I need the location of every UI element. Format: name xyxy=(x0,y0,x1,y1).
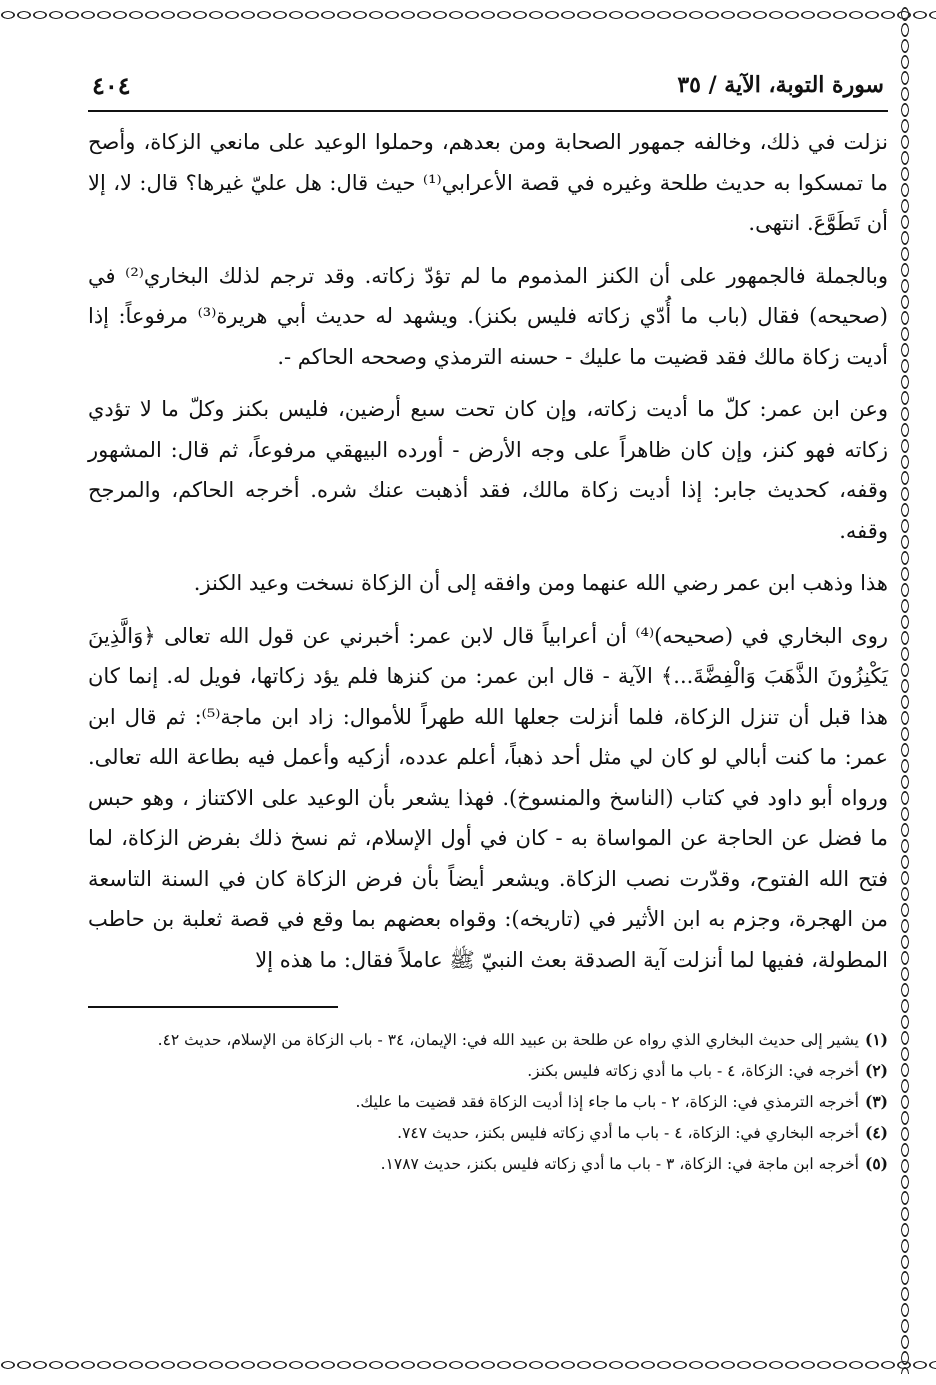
footnote-number: (٤) xyxy=(864,1123,888,1142)
paragraph: وبالجملة فالجمهور على أن الكنز المذموم ما لم تؤدّ زكاته. وقد ترجم لذلك البخاري⁽²⁾ في (صحيحه) فقال (باب ما أُدّي زكاته فليس بكنز). ويشهد له حديث أبي هريرة⁽³⁾ مرفوعاً: إذا أديت زكاة مالك فقد قضيت ما عليك - حسنه الترمذي وصححه الحاكم -. xyxy=(88,263,888,369)
decorative-border-top xyxy=(0,6,936,24)
book-page xyxy=(88,60,888,1181)
paragraph: روى البخاري في (صحيحه)⁽⁴⁾ أن أعرابياً قال لابن عمر: أخبرني عن قول الله تعالى ﴿وَالَّذِينَ يَكْنِزُونَ الذَّهَبَ وَالْفِضَّةَ...﴾ الآية - قال ابن عمر: من كنزها فلم يؤد زكاتها، فويل له. إنما كان هذا قبل أن تنزل الزكاة، فلما أنزلت جعلها الله طهراً للأموال: زاد ابن ماجة⁽⁵⁾: ثم قال ابن عمر: ما كنت أبالي لو كان لي مثل أحد ذهباً، أعلم عدده، أزكيه وأعمل فيه بطاعة الله تعالى. ورواه أبو داود في كتاب (الناسخ والمنسوخ). فهذا يشعر بأن الوعيد على الاكتناز ، وهو حبس ما فضل عن الحاجة عن المواساة به - كان في أول الإسلام، ثم نسخ ذلك بفرض الزكاة، لما فتح الله الفتوح، وقدّرت نصب الزكاة. ويشعر أيضاً بأن فرض الزكاة كان في السنة التاسعة من الهجرة، وجزم به ابن الأثير في (تاريخه): وقواه بعضهم بما وقع في قصة ثعلبة بن حاطب المطولة، ففيها لما أنزلت آية الصدقة بعث النبيّ ﷺ عاملاً فقال: ما هذه إلا xyxy=(88,623,888,972)
paragraph: وعن ابن عمر: كلّ ما أديت زكاته، وإن كان تحت سبع أرضين، فليس بكنز وكلّ ما لا تؤدي زكاته فهو كنز، وإن كان ظاهراً على وجه الأرض - أورده البيهقي مرفوعاً، ثم قال: المشهور وقفه، كحديث جابر: إذا أديت زكاة مالك، فقد أذهبت عنك شره. أخرجه الحاكم، والمرجح وقفه. xyxy=(88,397,888,543)
page-number: ٤٠٤ xyxy=(92,70,131,100)
decorative-border-bottom xyxy=(0,1356,936,1374)
footnote-number: (٢) xyxy=(864,1061,888,1080)
footnote-text: أخرجه في: الزكاة، ٤ - باب ما أدي زكاته فليس بكنز. xyxy=(527,1062,859,1080)
footnote-number: (١) xyxy=(864,1030,888,1049)
footnote xyxy=(88,1150,888,1178)
footnote xyxy=(88,1057,888,1085)
footnote-text: أخرجه الترمذي في: الزكاة، ٢ - باب ما جاء إذا أديت الزكاة فقد قضيت ما عليك. xyxy=(355,1093,859,1111)
footnote-text: أخرجه البخاري في: الزكاة، ٤ - باب ما أدي زكاته فليس بكنز، حديث ٧٤٧. xyxy=(397,1124,859,1142)
running-header xyxy=(88,60,888,112)
footnote-number: (٥) xyxy=(864,1154,888,1173)
footnote xyxy=(88,1026,888,1054)
footnote-number: (٣) xyxy=(864,1092,888,1111)
footnote xyxy=(88,1088,888,1116)
main-text xyxy=(88,122,888,980)
footnote-text: يشير إلى حديث البخاري الذي رواه عن طلحة بن عبيد الله في: الإيمان، ٣٤ - باب الزكاة من الإسلام، حديث ٤٢. xyxy=(157,1031,859,1049)
paragraph: هذا وذهب ابن عمر رضي الله عنهما ومن وافقه إلى أن الزكاة نسخت وعيد الكنز. xyxy=(193,571,888,595)
footnotes xyxy=(88,1026,888,1178)
decorative-border-right xyxy=(896,6,914,1374)
paragraph: نزلت في ذلك، وخالفه جمهور الصحابة ومن بعدهم، وحملوا الوعيد على مانعي الزكاة، وأصح ما تمسكوا به حديث طلحة وغيره في قصة الأعرابي⁽¹⁾ حيث قال: هل عليّ غيرها؟ قال: لا، إلا أن تَطَوَّعَ. انتهى. xyxy=(88,130,888,235)
footnote-separator xyxy=(88,1006,338,1008)
header-title: سورة التوبة، الآية / ٣٥ xyxy=(677,72,884,98)
footnote xyxy=(88,1119,888,1147)
footnote-text: أخرجه ابن ماجة في: الزكاة، ٣ - باب ما أدي زكاته فليس بكنز، حديث ١٧٨٧. xyxy=(380,1155,859,1173)
